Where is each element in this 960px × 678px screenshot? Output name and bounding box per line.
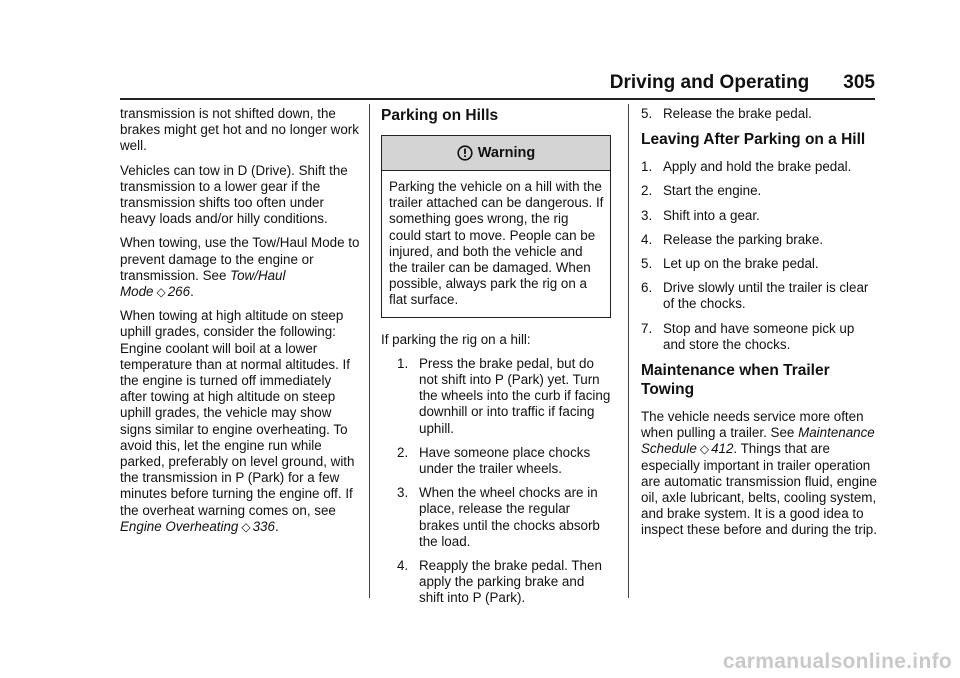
paragraph-text: . Things that are especially important in trailer operation are automatic transmission fluid, engine oil, axle lubricant, belts, cooling system, and brake system. It is a good idea to inspect these before and during the trip. — [641, 441, 877, 538]
list-item — [641, 208, 877, 224]
steps-list-continued — [641, 106, 877, 122]
step-text: Have someone place chocks under the trailer wheels. — [419, 444, 591, 477]
section-heading: Parking on Hills — [381, 107, 499, 124]
list-item — [397, 485, 611, 550]
page-number: 305 — [843, 72, 875, 93]
list-item — [641, 232, 877, 248]
step-text: Stop and have someone pick up and store the chocks. — [663, 320, 855, 352]
cross-reference-link[interactable]: Tow/Haul Mode — [120, 267, 286, 300]
steps-list — [397, 356, 611, 607]
column-divider — [628, 104, 629, 598]
step-text: Reapply the brake pedal. Then apply the parking brake and shift into P (Park). — [419, 558, 602, 606]
step-number: 4. — [397, 558, 409, 574]
paragraph — [120, 308, 360, 535]
paragraph-text: When towing at high altitude on steep uphill grades, consider the following: Engine coolant will boil at a lower temperature than at normal altitudes. If the engine is turned off immediately after towing at high altitude on steep uphill grades, the vehicle may show signs similar to engine overheating. To avoid this, let the engine run while parked, preferably on level ground, with the transmission in P (Park) for a few minutes before turning the engine off. If the overheat warning comes on, see — [120, 308, 355, 518]
page-reference-icon: ◇ — [699, 442, 710, 457]
warning-box — [381, 135, 611, 318]
step-text: Release the brake pedal. — [663, 106, 812, 121]
paragraph — [120, 235, 360, 300]
section-heading: Maintenance when Trailer Towing — [641, 362, 830, 399]
step-text: When the wheel chocks are in place, release the regular brakes until the chocks absorb the load. — [419, 485, 600, 549]
step-number: 1. — [397, 355, 409, 371]
column-middle — [381, 106, 611, 615]
page-header — [120, 70, 875, 96]
header-rule — [120, 98, 875, 100]
step-text: Release the parking brake. — [663, 231, 824, 247]
column-divider — [369, 104, 370, 598]
step-text: Shift into a gear. — [663, 207, 760, 223]
warning-icon — [457, 145, 473, 161]
cross-reference-link[interactable]: Engine Overheating — [120, 518, 239, 534]
list-item — [397, 558, 611, 607]
paragraph-text: . — [274, 518, 279, 534]
list-item — [641, 256, 877, 272]
watermark: carmanualsonline.info — [722, 650, 952, 673]
cross-reference-link[interactable]: Maintenance Schedule — [641, 425, 875, 457]
column-right — [641, 106, 877, 547]
step-number: 1. — [641, 159, 653, 175]
warning-text: Parking the vehicle on a hill with the trailer attached can be dangerous. If something goes wrong, the rig could start to move. People can be injured, and both the vehicle and the trailer can be damaged. When possible, always park the rig on a flat surface. — [389, 179, 604, 308]
step-number: 7. — [641, 320, 653, 336]
list-item — [641, 159, 877, 175]
section-title: Driving and Operating — [609, 72, 810, 93]
step-number: 2. — [397, 444, 409, 460]
step-text: Press the brake pedal, but do not shift into P (Park) yet. Turn the wheels into the curb if facing downhill or into traffic if facing uphill. — [419, 355, 611, 436]
list-item — [641, 106, 877, 122]
step-number: 5. — [641, 256, 653, 272]
step-number: 2. — [641, 183, 653, 199]
warning-header — [382, 136, 610, 171]
paragraph: transmission is not shifted down, the brakes might get hot and no longer work well. — [120, 106, 359, 154]
page-reference-icon: ◇ — [241, 519, 251, 534]
step-number: 4. — [641, 231, 653, 247]
cross-reference-page[interactable]: 336 — [252, 518, 275, 534]
warning-title: Warning — [477, 144, 536, 161]
step-number: 3. — [397, 485, 409, 501]
step-text: Start the engine. — [663, 183, 762, 199]
paragraph: If parking the rig on a hill: — [381, 331, 531, 347]
column-left — [120, 106, 360, 543]
paragraph-text: The vehicle needs service more often when pulling a trailer. See — [641, 409, 864, 441]
paragraph-text: . — [190, 284, 194, 300]
step-number: 6. — [641, 280, 653, 296]
steps-list — [641, 159, 877, 353]
page-reference-icon: ◇ — [156, 285, 166, 300]
step-number: 3. — [641, 207, 653, 223]
list-item — [641, 183, 877, 199]
paragraph: Vehicles can tow in D (Drive). Shift the transmission to a lower gear if the transmission shifts too often under heavy loads and/or hilly conditions. — [120, 162, 348, 227]
paragraph — [641, 409, 877, 539]
step-text: Apply and hold the brake pedal. — [663, 159, 852, 175]
section-heading: Leaving After Parking on a Hill — [641, 131, 866, 149]
paragraph-text: When towing, use the Tow/Haul Mode to prevent damage to the engine or transmission. See — [120, 235, 360, 283]
list-item — [641, 321, 877, 353]
cross-reference-page[interactable]: 266 — [167, 284, 191, 300]
list-item — [397, 356, 611, 437]
cross-reference-page[interactable]: 412 — [711, 441, 734, 457]
list-item — [397, 445, 611, 477]
list-item — [641, 280, 877, 312]
step-text: Let up on the brake pedal. — [663, 256, 819, 272]
step-text: Drive slowly until the trailer is clear of the chocks. — [663, 280, 869, 312]
step-number: 5. — [641, 106, 653, 121]
